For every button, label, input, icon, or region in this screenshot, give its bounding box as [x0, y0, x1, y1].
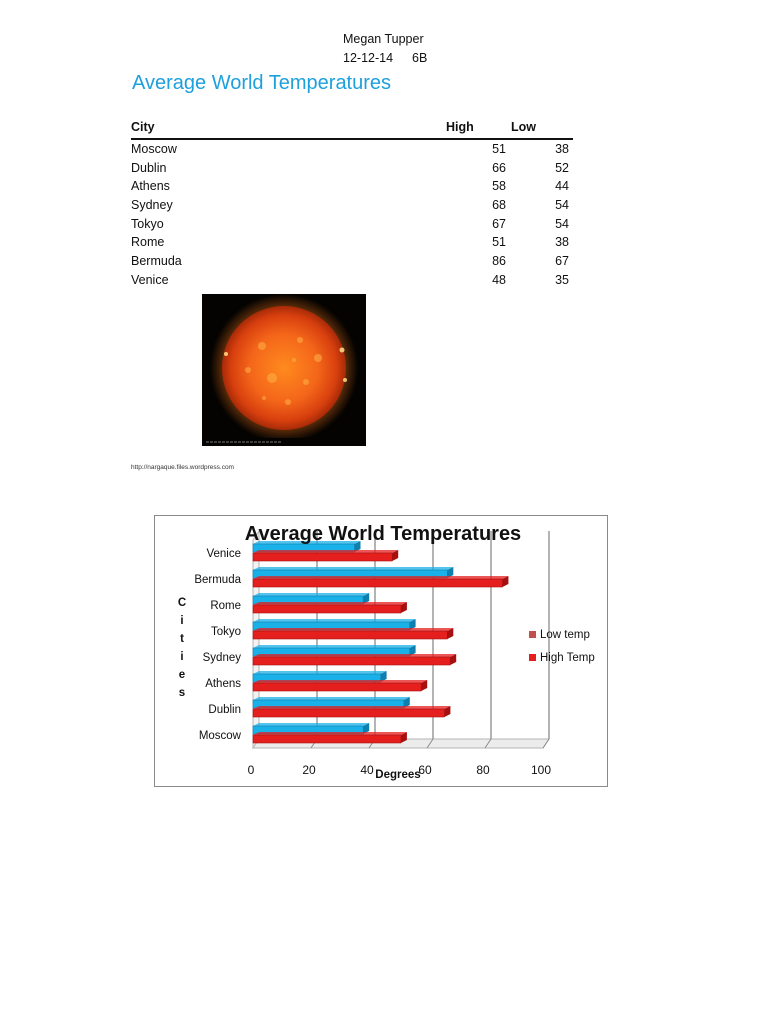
cell-city: Moscow: [131, 142, 177, 156]
bar-high-temp: [253, 631, 447, 639]
y-category-label: Sydney: [202, 652, 241, 664]
cell-city: Tokyo: [131, 216, 164, 231]
cell-high: 51: [492, 235, 506, 250]
x-axis-label: Degrees: [375, 769, 421, 781]
cell-low: 38: [555, 142, 569, 156]
y-axis-label-letter: e: [178, 669, 186, 681]
table-header: [131, 119, 573, 140]
cell-low: 38: [555, 235, 569, 250]
table-row: [131, 177, 573, 196]
sun-photo: [202, 294, 366, 446]
image-source-url: http://nargaque.files.wordpress.com: [131, 464, 234, 471]
cell-low: 67: [555, 254, 569, 269]
cell-high: 66: [492, 160, 506, 175]
cell-high: 67: [492, 216, 506, 231]
bar-high-temp: [253, 605, 401, 613]
y-axis-label-letter: i: [180, 615, 184, 627]
y-axis-label-letter: t: [180, 633, 184, 645]
x-tick-label: 60: [418, 763, 432, 777]
cell-high: 86: [492, 254, 506, 269]
y-category-label: Bermuda: [194, 574, 241, 586]
y-axis-label-letter: s: [178, 687, 186, 699]
table-row: [131, 271, 573, 290]
y-category-label: Venice: [206, 548, 241, 560]
y-category-label: Rome: [210, 600, 241, 612]
cell-high: 58: [492, 179, 506, 194]
author-name: Megan Tupper: [343, 32, 424, 46]
bar-high-temp: [253, 657, 450, 665]
y-category-label: Dublin: [208, 704, 241, 716]
bar-high-temp: [253, 735, 401, 743]
cell-low: 35: [555, 272, 569, 287]
header-city: City: [131, 120, 155, 134]
y-category-label: Athens: [205, 678, 241, 690]
cell-city: Rome: [131, 235, 165, 250]
cell-high: 68: [492, 198, 506, 213]
x-tick-label: 0: [247, 763, 255, 777]
bar-high-temp-top: [253, 628, 453, 631]
chart-canvas: [155, 516, 607, 786]
bar-high-temp: [253, 709, 444, 717]
x-tick-label: 40: [360, 763, 374, 777]
cell-city: Venice: [131, 272, 169, 287]
header-low: Low: [511, 120, 536, 134]
header-high: High: [446, 120, 474, 134]
x-tick-label: 20: [302, 763, 316, 777]
cell-city: Dublin: [131, 160, 167, 175]
cell-high: 51: [492, 142, 506, 156]
bar-low-temp-top: [253, 645, 416, 648]
document-title: Average World Temperatures: [132, 72, 392, 94]
bar-high-temp-top: [253, 654, 456, 657]
bar-low-temp-top: [253, 671, 387, 674]
y-category-label: Moscow: [198, 730, 241, 742]
x-tick-label: 80: [476, 763, 490, 777]
temperature-chart: [154, 515, 608, 787]
cell-city: Athens: [131, 179, 170, 194]
bar-high-temp-top: [253, 680, 427, 683]
bar-high-temp-top: [253, 732, 407, 735]
cell-city: Bermuda: [131, 254, 182, 269]
bar-high-temp-top: [253, 550, 398, 553]
document-date: 12-12-14: [343, 51, 394, 65]
y-axis-label-letter: C: [177, 597, 187, 609]
bar-high-temp-top: [253, 602, 407, 605]
bar-low-temp-top: [253, 619, 416, 622]
bar-high-temp: [253, 553, 392, 561]
y-axis-label-letter: i: [180, 651, 184, 663]
legend-swatch: [529, 654, 536, 661]
cell-low: 54: [555, 198, 569, 213]
chart-title: Average World Temperatures: [244, 523, 522, 545]
table-row: [131, 233, 573, 252]
table-row: [131, 252, 573, 271]
table-row: [131, 196, 573, 215]
bar-low-temp-top: [253, 697, 410, 700]
y-category-label: Tokyo: [210, 626, 241, 638]
x-tick-label: 100: [530, 763, 552, 777]
bar-low-temp-top: [253, 593, 369, 596]
bar-high-temp-top: [253, 706, 450, 709]
cell-high: 48: [492, 272, 506, 287]
table-row: [131, 215, 573, 234]
legend-swatch: [529, 631, 536, 638]
bar-high-temp-top: [253, 576, 508, 579]
cell-low: 44: [555, 179, 569, 194]
table-row: [131, 159, 573, 178]
bar-high-temp: [253, 683, 421, 691]
class-period: 6B: [412, 51, 428, 65]
bar-high-temp: [253, 579, 502, 587]
cell-low: 54: [555, 216, 569, 231]
cell-low: 52: [555, 160, 569, 175]
table-row: [131, 140, 573, 159]
legend-label: High Temp: [540, 652, 595, 664]
bar-low-temp-top: [253, 723, 369, 726]
legend-label: Low temp: [540, 629, 590, 641]
temperature-table: [131, 119, 573, 290]
bar-low-temp-top: [253, 567, 453, 570]
cell-city: Sydney: [131, 198, 173, 213]
